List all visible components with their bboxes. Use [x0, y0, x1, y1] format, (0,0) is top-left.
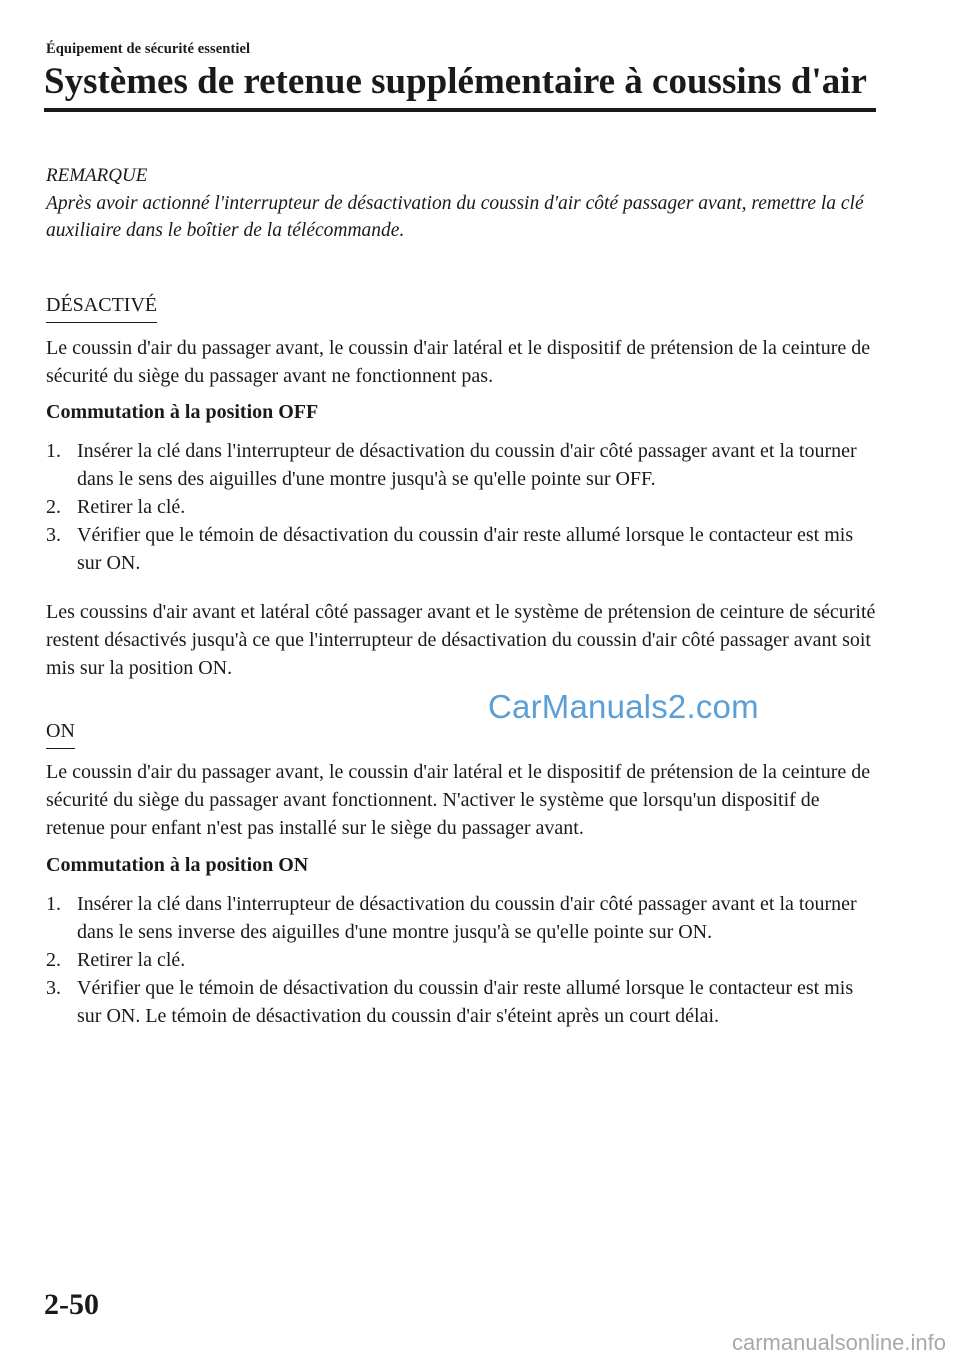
step-number: 1.: [46, 440, 61, 462]
note-label: REMARQUE: [46, 165, 148, 186]
step-text: Insérer la clé dans l'interrupteur de désactivation du coussin d'air côté passager avant et la tourner dans le sens des aiguilles d'une montre jusqu'à se qu'elle pointe sur OFF.: [77, 440, 857, 490]
step-text: Retirer la clé.: [77, 496, 186, 518]
on-heading: ON: [46, 718, 75, 749]
step-number: 3.: [46, 977, 61, 999]
step-number: 1.: [46, 893, 61, 915]
note-block: [46, 162, 876, 244]
section-label: Équipement de sécurité essentiel: [46, 41, 251, 57]
list-item: [46, 890, 876, 946]
step-text: Retirer la clé.: [77, 949, 186, 971]
step-text: Vérifier que le témoin de désactivation du coussin d'air reste allumé lorsque le contacteur est mis sur ON. Le témoin de désactivation du coussin d'air s'éteint après un court délai.: [77, 977, 854, 1027]
step-number: 2.: [46, 949, 61, 971]
off-intro: Le coussin d'air du passager avant, le coussin d'air latéral et le dispositif de prétension de la ceinture de sécurité du siège du passager avant ne fonctionnent pas.: [46, 337, 871, 387]
off-steps-list: [46, 437, 876, 577]
on-procedure-title: Commutation à la position ON: [46, 854, 309, 876]
footer-source-watermark: carmanualsonline.info: [731, 1330, 946, 1355]
watermark-text: CarManuals2.com: [488, 688, 759, 725]
step-text: Insérer la clé dans l'interrupteur de désactivation du coussin d'air côté passager avant et la tourner dans le sens inverse des aiguilles d'une montre jusqu'à se qu'elle pointe sur ON.: [77, 893, 857, 943]
off-procedure-title: Commutation à la position OFF: [46, 401, 319, 423]
step-number: 3.: [46, 524, 61, 546]
list-item: [46, 493, 876, 521]
list-item: [46, 521, 876, 577]
list-item: [46, 946, 876, 974]
step-text: Vérifier que le témoin de désactivation du coussin d'air reste allumé lorsque le contacteur est mis sur ON.: [77, 524, 854, 574]
off-summary: Les coussins d'air avant et latéral côté passager avant et le système de prétension de ceinture de sécurité restent désactivés jusqu'à ce que l'interrupteur de désactivation du coussin d'air côté passager avant soit mis sur la position ON.: [46, 601, 876, 679]
note-text: Après avoir actionné l'interrupteur de désactivation du coussin d'air côté passager avant, remettre la clé auxiliaire dans le boîtier de la télécommande.: [46, 193, 864, 241]
title-rule: [44, 108, 876, 112]
step-number: 2.: [46, 496, 61, 518]
off-heading: DÉSACTIVÉ: [46, 292, 157, 323]
page-title: Systèmes de retenue supplémentaire à coussins d'air: [44, 61, 867, 102]
page-number: 2-50: [44, 1288, 99, 1321]
on-steps-list: [46, 890, 876, 1030]
list-item: [46, 437, 876, 493]
list-item: [46, 974, 876, 1030]
on-intro: Le coussin d'air du passager avant, le coussin d'air latéral et le dispositif de prétension de la ceinture de sécurité du siège du passager avant fonctionnent. N'activer le système que lorsqu'un dispositif de retenue pour enfant n'est pas installé sur le siège du passager avant.: [46, 761, 871, 839]
